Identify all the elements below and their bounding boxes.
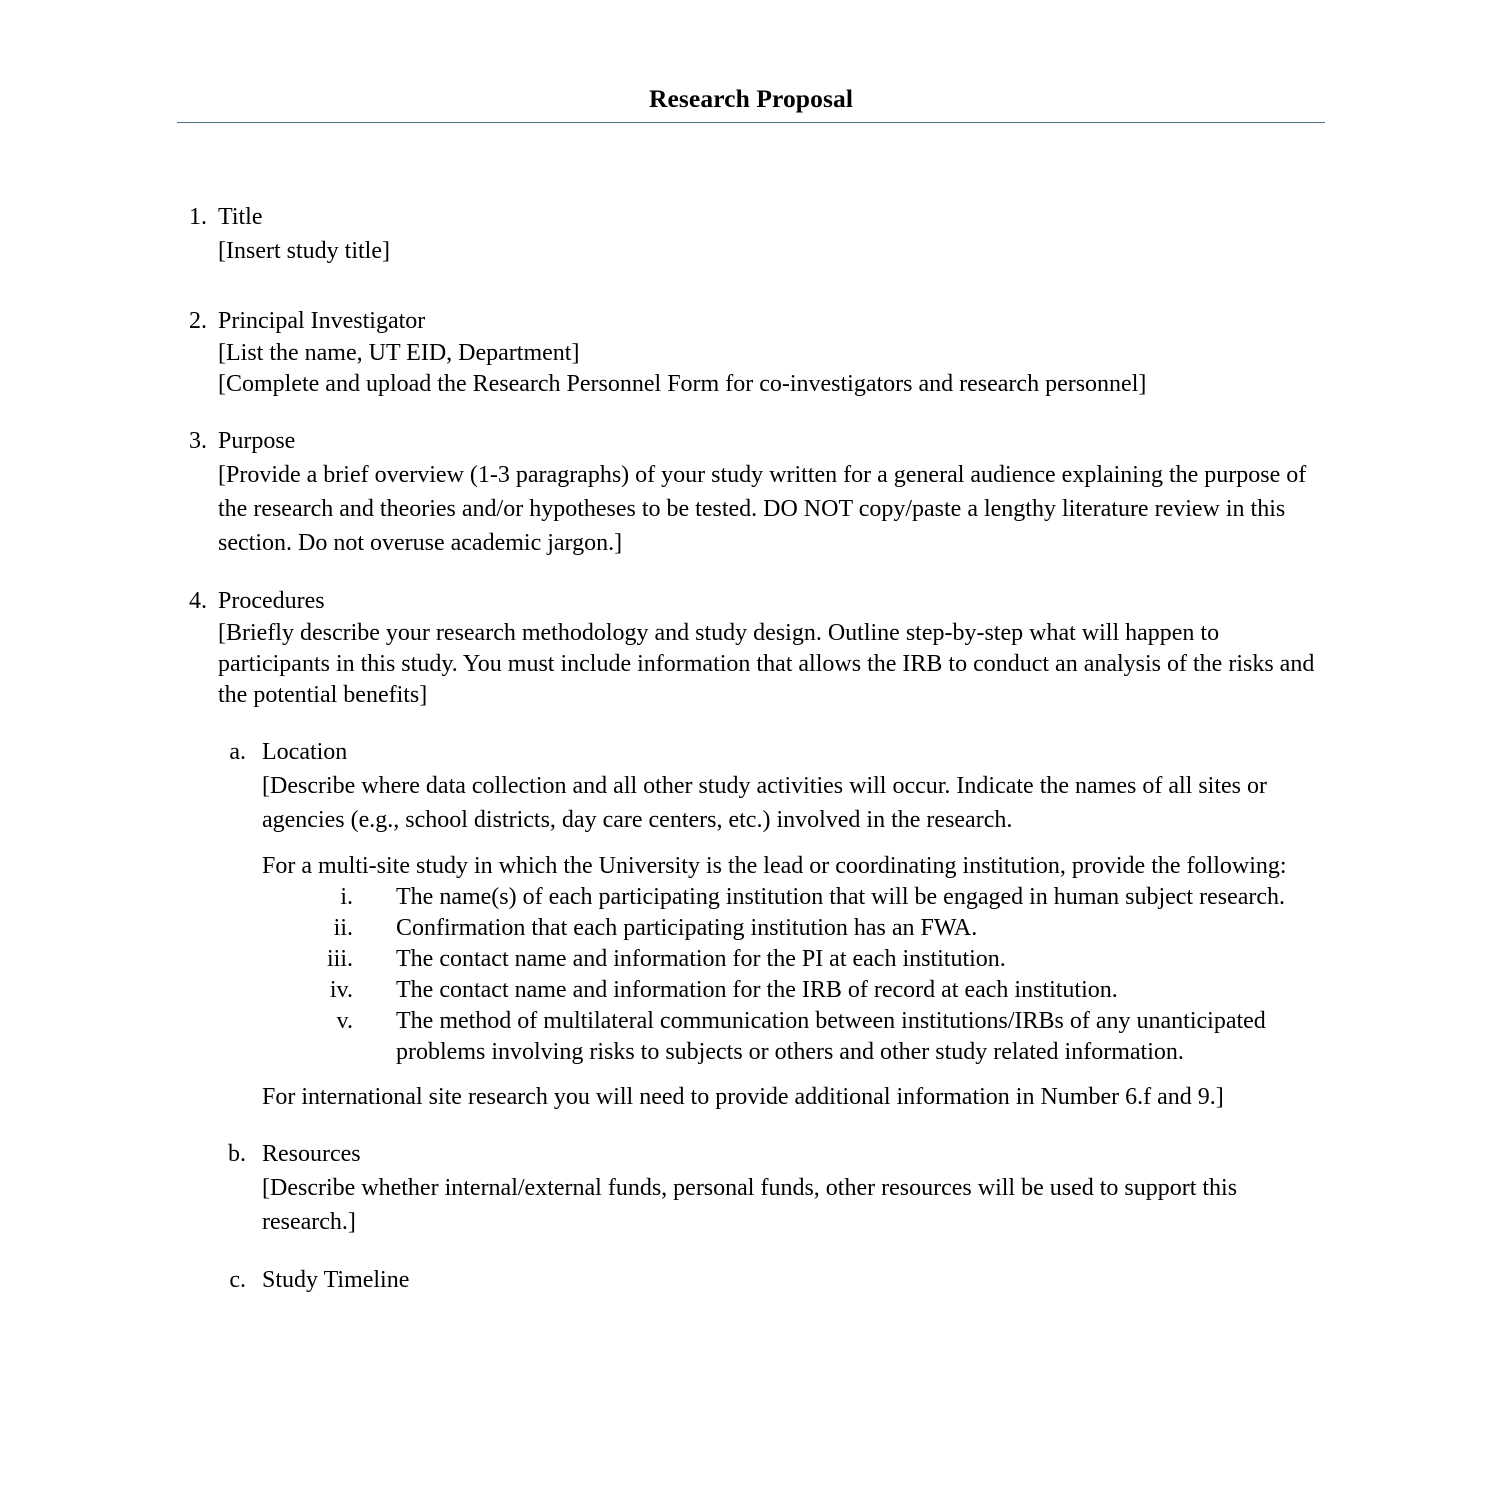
spacer: [0, 1113, 1500, 1137]
page-title: Research Proposal: [648, 84, 854, 113]
list-item-text: The contact name and information for the IRB of record at each institution.: [396, 977, 1118, 1003]
subsection-heading: Location: [262, 739, 348, 765]
spacer: [0, 711, 1500, 735]
list-item: [305, 882, 1315, 913]
subsection-study-timeline: [220, 1263, 1327, 1297]
list-item-text: The contact name and information for the PI at each institution.: [396, 946, 1006, 972]
section-heading: Title: [218, 204, 263, 230]
section-purpose: [177, 424, 1327, 560]
spacer: [0, 400, 1500, 424]
section-body: [Provide a brief overview (1-3 paragraphs) of your study written for a general audience explaining the purpose of the research and theories and/or hypotheses to be tested. DO NOT copy/paste a lengthy literature review in this section. Do not overuse academic jargon.]: [218, 462, 1307, 556]
document-header: [177, 84, 1325, 123]
subsection-marker: a.: [229, 739, 246, 765]
section-principal-investigator: [177, 304, 1327, 400]
spacer: [262, 1068, 1327, 1082]
section-body: [Insert study title]: [218, 238, 390, 264]
subsection-marker: b.: [228, 1141, 246, 1167]
section-marker: 4.: [189, 588, 207, 614]
list-item-text: The method of multilateral communication between institutions/IRBs of any unanticipated problems involving risks to subjects or others and other study related information.: [396, 1008, 1266, 1065]
section-heading: Principal Investigator: [218, 308, 426, 334]
spacer: [0, 560, 1500, 584]
subsection-paragraph-1: [Describe whether internal/external funds, personal funds, other resources will be used to support this research.]: [262, 1175, 1238, 1235]
list-item-marker: iii.: [326, 946, 353, 972]
multisite-requirements-list: [305, 882, 1315, 1068]
section-marker: 1.: [189, 204, 207, 230]
subsection-marker: c.: [229, 1267, 246, 1293]
subsection-paragraph-3: For international site research you will need to provide additional information in Number 6.f and 9.]: [262, 1084, 1224, 1110]
section-heading: Purpose: [218, 428, 296, 454]
subsection-heading: Resources: [262, 1141, 361, 1167]
list-item-text: The name(s) of each participating institution that will be engaged in human subject research.: [396, 884, 1286, 910]
section-marker: 2.: [189, 308, 207, 334]
document-body: [0, 200, 1500, 1297]
section-body-line-2: [Complete and upload the Research Personnel Form for co-investigators and research personnel]: [218, 371, 1147, 397]
section-body-line-1: [List the name, UT EID, Department]: [218, 340, 580, 366]
subsection-resources: [220, 1137, 1327, 1239]
spacer: [0, 1239, 1500, 1263]
header-divider: [177, 122, 1325, 123]
section-marker: 3.: [189, 428, 207, 454]
subsection-heading: Study Timeline: [262, 1267, 410, 1293]
subsection-paragraph-2: For a multi-site study in which the University is the lead or coordinating institution, provide the following:: [262, 853, 1287, 879]
spacer: [0, 268, 1500, 304]
subsection-location: [220, 735, 1327, 1113]
section-heading: Procedures: [218, 588, 325, 614]
section-procedures: [177, 584, 1327, 711]
list-item-marker: ii.: [333, 915, 353, 941]
spacer: [262, 837, 1327, 851]
section-body: [Briefly describe your research methodology and study design. Outline step-by-step what will happen to participants in this study. You must include information that allows the IRB to conduct an analysis of the risks and the potential benefits]: [218, 620, 1315, 708]
subsection-paragraph-1: [Describe where data collection and all other study activities will occur. Indicate the names of all sites or agencies (e.g., school districts, day care centers, etc.) involved in the research.: [262, 773, 1267, 833]
list-item-text: Confirmation that each participating institution has an FWA.: [396, 915, 978, 941]
list-item-marker: i.: [340, 884, 353, 910]
list-item: [305, 975, 1315, 1006]
list-item: [305, 1006, 1315, 1068]
list-item-marker: v.: [336, 1008, 353, 1034]
list-item-marker: iv.: [329, 977, 353, 1003]
list-item: [305, 944, 1315, 975]
list-item: [305, 913, 1315, 944]
section-title: [177, 200, 1327, 268]
